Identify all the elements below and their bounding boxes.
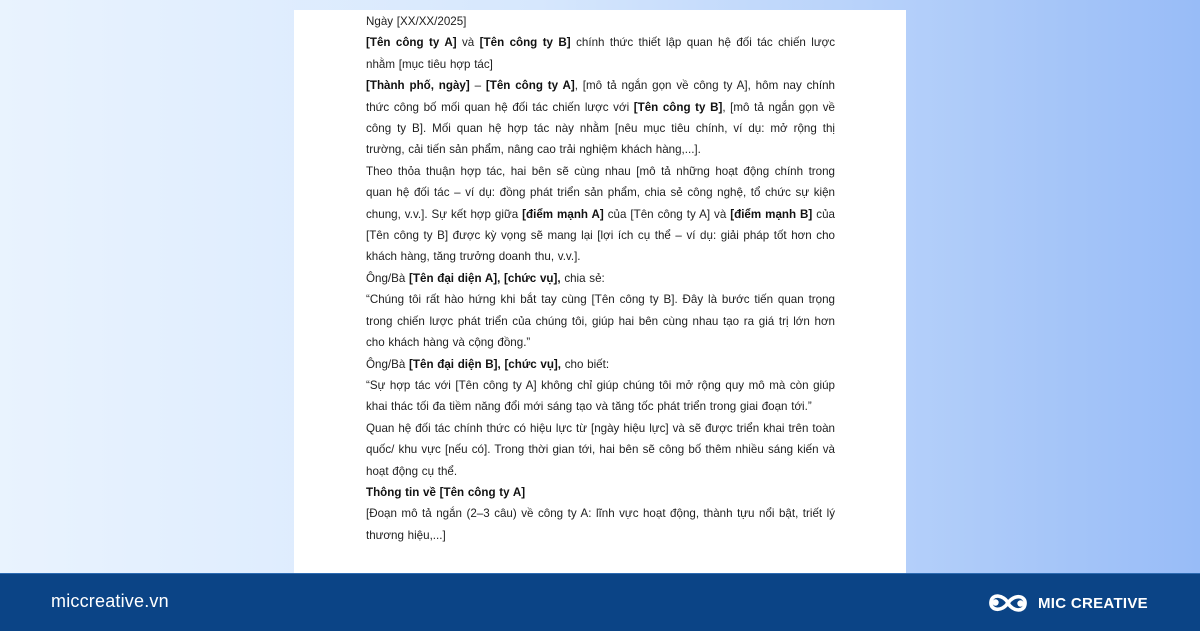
strength-a-placeholder: [điểm mạnh A]: [522, 207, 604, 221]
about-heading-text: Thông tin về [Tên công ty A]: [366, 485, 526, 499]
effective-paragraph: Quan hệ đối tác chính thức có hiệu lực từ [ngày hiệu lực] và sẽ được triển khai trên toàn quốc/ khu vực [nếu có]. Trong thời gian tới, hai bên sẽ công bố thêm nhiều sáng kiến và hoạt động cụ thể.: [366, 421, 835, 478]
speaker-b-placeholder: [Tên đại diện B], [chức vụ],: [409, 357, 562, 371]
about-heading: [366, 482, 835, 503]
company-b-placeholder: [Tên công ty B]: [479, 36, 571, 50]
brand: [986, 587, 1148, 619]
document-body: [366, 11, 835, 546]
headline: [366, 32, 835, 75]
date-line: Ngày [XX/XX/2025]: [366, 15, 467, 28]
quote-b: “Sự hợp tác với [Tên công ty A] không chỉ giúp chúng tôi mở rộng quy mô mà còn giúp khai thác tối đa tiềm năng đổi mới sáng tạo và tăng tốc phát triển trong giai đoạn tới.”: [366, 378, 835, 414]
headline-text: và: [456, 36, 480, 50]
company-b-placeholder: [Tên công ty B]: [633, 100, 723, 114]
intro-text: –: [469, 79, 486, 93]
agreement-paragraph: [366, 161, 835, 268]
headline-text: chính thức thiết lập quan hệ đối tác chiến lược nhằm [mục tiêu hợp tác]: [366, 36, 836, 71]
brand-name: MIC CREATIVE: [1038, 594, 1148, 612]
footer-bar: [0, 573, 1200, 631]
speaker-suffix: chia sẻ:: [560, 271, 605, 285]
city-date-placeholder: [Thành phố, ngày]: [366, 79, 470, 93]
speaker-prefix: Ông/Bà: [366, 357, 410, 371]
speaker-a-placeholder: [Tên đại diện A], [chức vụ],: [409, 271, 561, 285]
intro-text: , [mô tả ngắn gọn về công ty A], hôm nay chính thức công bố mối quan hệ đối tác chiến lược với: [366, 79, 835, 114]
intro-paragraph: [366, 75, 835, 161]
about-body: [Đoạn mô tả ngắn (2–3 câu) về công ty A: lĩnh vực hoạt động, thành tựu nổi bật, triết lý thương hiệu,...]: [366, 507, 835, 542]
strength-b-placeholder: [điểm mạnh B]: [730, 207, 813, 221]
speaker-a-line: [366, 268, 835, 289]
speaker-b-line: [366, 354, 835, 375]
document-page: [294, 10, 906, 573]
intro-text: , [mô tả ngắn gọn về công ty B]. Mối quan hệ hợp tác này nhằm [nêu mục tiêu chính, ví dụ: mở rộng thị trường, cải tiến sản phẩm, nâng cao trải nghiệm khách hàng,...].: [366, 100, 836, 157]
speaker-prefix: Ông/Bà: [366, 271, 410, 285]
site-url[interactable]: miccreative.vn: [51, 591, 169, 611]
agreement-text: của [Tên công ty A] và: [603, 207, 731, 221]
quote-a: “Chúng tôi rất hào hứng khi bắt tay cùng [Tên công ty B]. Đây là bước tiến quan trọng trong chiến lược phát triển của chúng tôi, giúp hai bên cùng nhau tạo ra giá trị lớn hơn cho khách hàng và cộng đồng.”: [366, 293, 835, 350]
company-a-placeholder: [Tên công ty A]: [366, 36, 457, 50]
company-a-placeholder: [Tên công ty A]: [485, 79, 575, 93]
speaker-suffix: cho biết:: [561, 357, 610, 371]
agreement-text: Theo thỏa thuận hợp tác, hai bên sẽ cùng nhau [mô tả những hoạt động chính trong quan hệ đối tác – ví dụ: đồng phát triển sản phẩm, chia sẻ công nghệ, tổ chức sự kiện chung, v.v.]. Sự kết hợp giữa: [366, 164, 835, 221]
infinity-link-logo-icon: [986, 587, 1030, 619]
agreement-text: của [Tên công ty B] được kỳ vọng sẽ mang lại [lợi ích cụ thể – ví dụ: giải pháp tốt hơn cho khách hàng, tăng trưởng doanh thu, v.v.].: [366, 207, 835, 264]
